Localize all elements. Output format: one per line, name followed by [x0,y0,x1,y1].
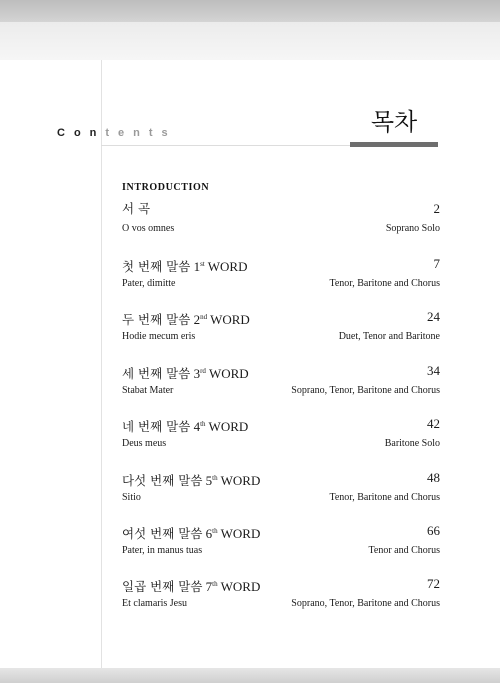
entry-page-number: 7 [433,256,440,271]
entry-korean-title: 서 곡 [122,201,151,216]
entry-ordinal-suffix: nd [200,313,208,321]
contents-heading-light: tents [105,127,177,139]
entry-word-label: WORD [220,526,261,541]
entry-latin-title: Deus meus [122,438,167,449]
entry-ordinal-suffix: th [212,580,218,588]
entry-latin-title: Hodie mecum eris [122,331,196,342]
entry-ordinal-suffix: th [212,474,218,482]
entry-number: 3 [193,366,201,381]
entry-heading [122,309,250,328]
entry-number: 1 [193,259,201,274]
entry-word-label: WORD [208,366,249,381]
entry-heading [122,256,247,275]
entry-word-label: WORD [208,419,249,434]
toc-entry[interactable] [122,523,440,563]
top-band-light [0,22,500,60]
toc-entry[interactable] [122,470,440,510]
entry-voicing: Duet, Tenor and Baritone [338,331,440,342]
toc-entry[interactable] [122,256,440,296]
entry-page-number: 34 [427,363,440,378]
entry-latin-title: Et clamaris Jesu [122,598,187,609]
entry-korean-title: 두 번째 말씀 [122,312,191,327]
entry-heading [122,416,248,435]
toc-entry[interactable] [122,576,440,616]
entry-heading [122,523,260,542]
title-underline [350,142,438,147]
entry-page-number: 2 [433,201,440,216]
entry-voicing: Tenor, Baritone and Chorus [329,278,440,289]
toc-entry[interactable] [122,363,440,403]
section-label: INTRODUCTION [122,182,210,193]
entry-korean-title: 일곱 번째 말씀 [122,579,203,594]
entry-heading [122,470,260,489]
contents-heading [57,126,177,140]
toc-entry[interactable] [122,309,440,349]
entry-ordinal-suffix: th [212,527,218,535]
entry-heading [122,576,260,595]
page-title: 목차 [370,108,418,136]
entry-number: 6 [205,526,213,541]
entry-word-label: WORD [220,473,261,488]
entry-korean-title: 여섯 번째 말씀 [122,526,203,541]
entry-ordinal-suffix: th [200,420,206,428]
entry-page-number: 72 [427,576,440,591]
entry-page-number: 66 [427,523,440,538]
entry-korean-title: 다섯 번째 말씀 [122,473,203,488]
entry-word-label: WORD [210,312,250,327]
entry-voicing: Soprano, Tenor, Baritone and Chorus [291,598,440,609]
entry-voicing: Soprano, Tenor, Baritone and Chorus [291,385,440,396]
entry-korean-title: 첫 번째 말씀 [122,259,191,274]
bottom-band [0,668,500,683]
entry-word-label: WORD [220,579,261,594]
margin-rule [101,60,102,668]
entry-latin-title: Pater, dimitte [122,278,176,289]
contents-heading-dark: Con [57,127,106,139]
entry-heading [122,363,249,382]
toc-entry[interactable] [122,416,440,456]
entry-number: 5 [205,473,213,488]
entry-number: 7 [205,579,213,594]
entry-voicing: Tenor, Baritone and Chorus [329,492,440,503]
entry-latin-title: Stabat Mater [122,385,174,396]
entry-number: 4 [193,419,201,434]
entry-number: 2 [193,312,201,327]
entry-latin-title: Sitio [122,492,141,503]
entry-voicing: Soprano Solo [385,223,440,234]
entry-ordinal-suffix: rd [200,367,206,375]
entry-voicing: Baritone Solo [384,438,440,449]
entry-latin-title: Pater, in manus tuas [122,545,203,556]
entry-ordinal-suffix: st [200,260,205,268]
entry-korean-title: 네 번째 말씀 [122,419,191,434]
entry-latin-title: O vos omnes [122,223,175,234]
entry-page-number: 48 [427,470,440,485]
header-divider [101,145,350,146]
entry-korean-title: 세 번째 말씀 [122,366,191,381]
entry-page-number: 24 [427,309,440,324]
entry-word-label: WORD [207,259,248,274]
toc-entry[interactable] [122,201,440,241]
top-band [0,0,500,22]
entry-heading [122,201,150,217]
entry-voicing: Tenor and Chorus [368,545,440,556]
entry-page-number: 42 [427,416,440,431]
